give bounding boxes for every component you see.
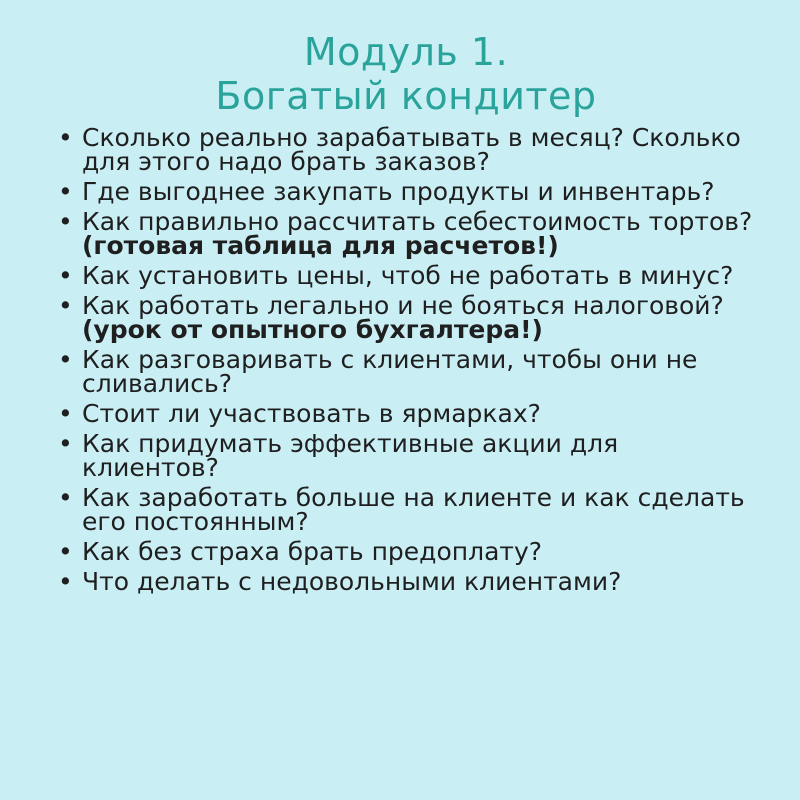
- bullet-icon: •: [58, 123, 73, 152]
- list-item: [52, 429, 760, 482]
- module-title-line1: Модуль 1.: [303, 30, 509, 74]
- bullet-icon: •: [58, 537, 73, 566]
- bullet-icon: •: [58, 291, 73, 320]
- question-text: Стоит ли участвовать в ярмарках?: [82, 399, 541, 428]
- list-item: [52, 207, 760, 260]
- list-item: [52, 483, 760, 536]
- question-bold-note: (готовая таблица для расчетов!): [82, 231, 559, 260]
- module-title-line2: Богатый кондитер: [215, 74, 597, 118]
- list-item: [52, 345, 760, 398]
- bullet-icon: •: [58, 483, 73, 512]
- question-text: Сколько реально зарабатывать в месяц? Сколько для этого надо брать заказов?: [82, 123, 741, 176]
- question-text: Как заработать больше на клиенте и как сделать его постоянным?: [82, 483, 745, 536]
- list-item: [52, 567, 760, 596]
- bullet-icon: •: [58, 429, 73, 458]
- question-text: Что делать с недовольными клиентами?: [82, 567, 622, 596]
- bullet-icon: •: [58, 177, 73, 206]
- list-item: [52, 177, 760, 206]
- question-bold-note: (урок от опытного бухгалтера!): [82, 315, 543, 344]
- bullet-icon: •: [58, 345, 73, 374]
- list-item: [52, 261, 760, 290]
- bullet-icon: •: [58, 567, 73, 596]
- question-text: Как без страха брать предоплату?: [82, 537, 543, 566]
- list-item: [52, 537, 760, 566]
- question-text: Где выгоднее закупать продукты и инвентарь?: [82, 177, 715, 206]
- question-text: Как работать легально и не бояться налоговой?: [82, 291, 724, 320]
- bullet-icon: •: [58, 399, 73, 428]
- bullet-icon: •: [58, 261, 73, 290]
- module-title: [52, 30, 760, 118]
- question-text: Как разговаривать с клиентами, чтобы они не сливались?: [82, 345, 698, 398]
- bullet-icon: •: [58, 207, 73, 236]
- question-list: [52, 123, 760, 596]
- question-text: Как установить цены, чтоб не работать в минус?: [82, 261, 734, 290]
- list-item: [52, 123, 760, 176]
- list-item: [52, 291, 760, 344]
- question-text: Как придумать эффективные акции для клиентов?: [82, 429, 619, 482]
- question-text: Как правильно рассчитать себестоимость тортов?: [82, 207, 753, 236]
- list-item: [52, 399, 760, 428]
